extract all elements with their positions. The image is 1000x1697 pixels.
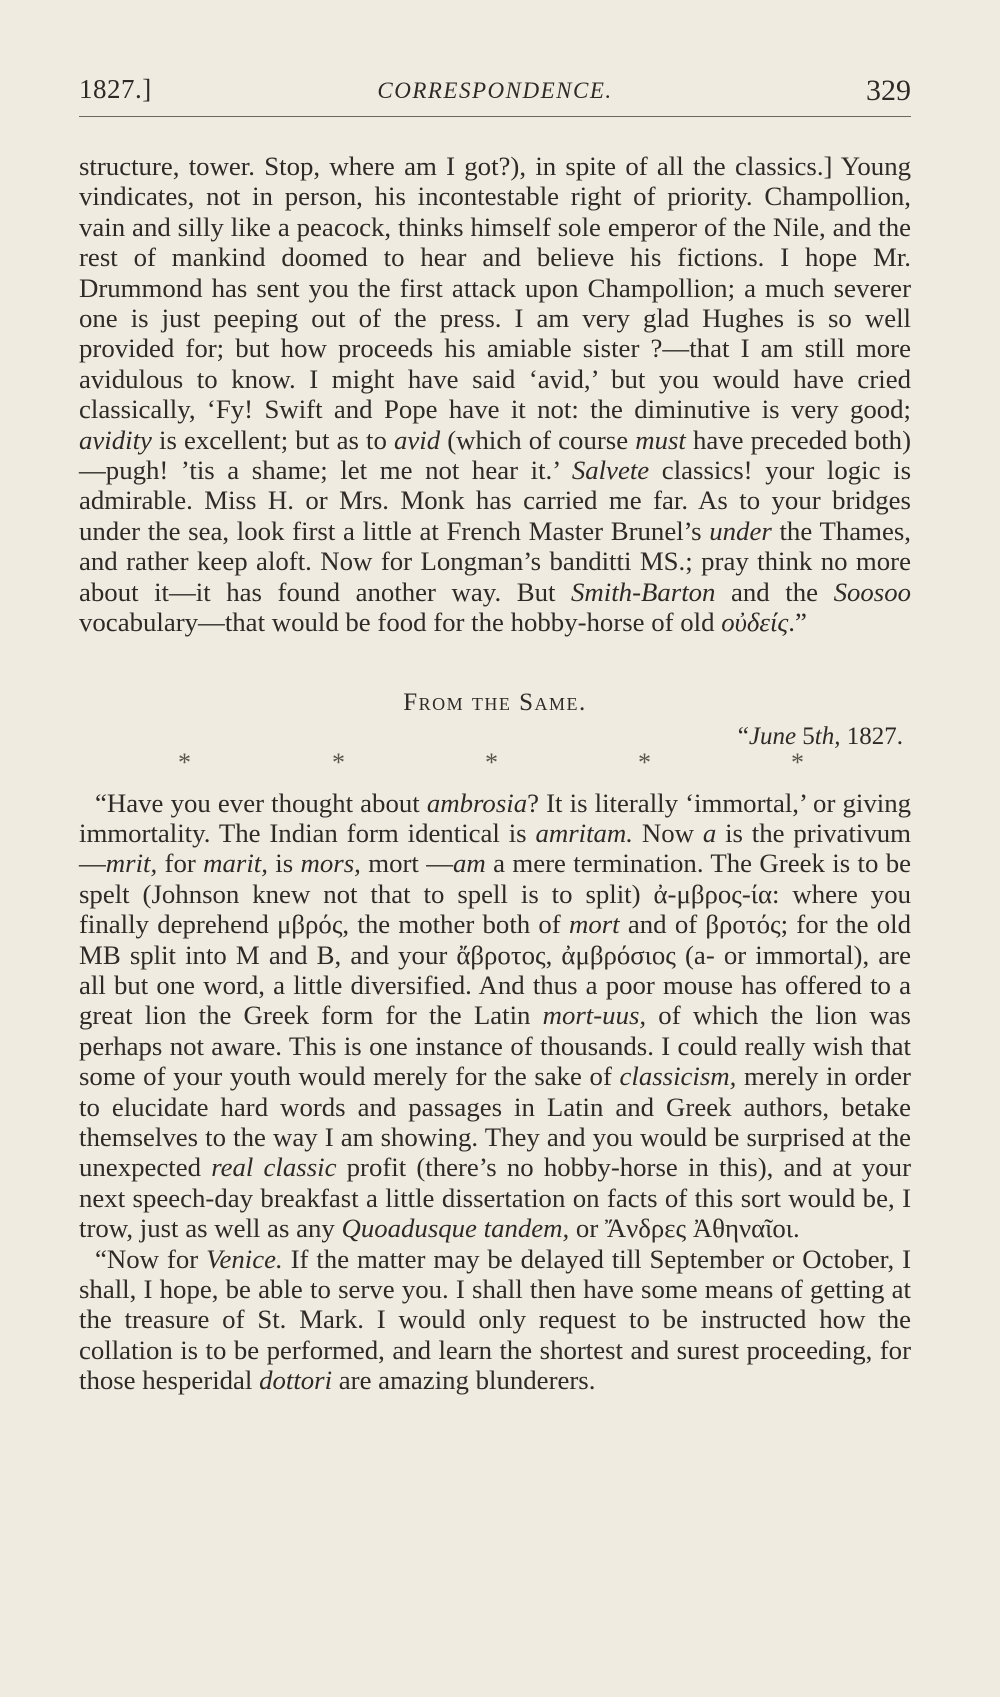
italic-term: Quoadusque tandem, — [341, 1213, 570, 1244]
text-run: “Now for — [95, 1243, 207, 1274]
text-run: the Thames, and rather keep aloft. Now for Longman’s banditti MS.; pray think no more about it—it has found another way. But — [79, 515, 911, 607]
italic-term: Smith-Barton — [571, 576, 716, 607]
text-run: classics! your logic is admirable. Miss H. or Mrs. Monk has carried me far. As to your bridges under the sea, look first a little at French Master Brunel’s — [79, 455, 912, 546]
italic-term: Salvete — [571, 455, 650, 486]
text-run: ? It is literally ‘immortal,’ or giving immortality. The Indian form identical is — [79, 787, 911, 848]
text-run: Now — [633, 817, 703, 848]
italic-term: under — [709, 515, 772, 546]
text-run: .” — [788, 607, 807, 638]
text-run: (which of course — [440, 424, 636, 455]
header-title: CORRESPONDENCE. — [377, 78, 613, 103]
italic-term: am — [453, 848, 486, 879]
italic-term: avid — [393, 424, 441, 455]
italic-term: marit, — [203, 848, 268, 879]
text-run: are amazing blunderers. — [332, 1365, 596, 1396]
italic-term: mrit, — [105, 848, 158, 879]
italic-term: a — [702, 817, 717, 848]
text-run: mort — — [360, 848, 453, 879]
asterism-divider — [79, 747, 911, 777]
text-run: profit (there’s no hobby-horse in this), and at your next speech-day breakfast a little dissertation on facts of this sort would be, I trow, just as well as any — [79, 1152, 911, 1244]
paragraph-ambrosia — [79, 788, 911, 1244]
text-run: is the privativum— — [79, 817, 911, 879]
italic-term: avidity — [79, 424, 152, 455]
section-heading: From the Same. — [403, 688, 587, 716]
running-head — [79, 62, 911, 117]
asterisk: * — [332, 747, 345, 777]
date-month: June — [748, 722, 797, 750]
italic-term: real classic — [211, 1152, 337, 1183]
asterisk: * — [485, 747, 498, 777]
text-run: of which the lion was perhaps not aware. This is one instance of thousands. I could really wish that some of your youth would merely for the sake of — [79, 1000, 911, 1092]
text-run: structure, tower. Stop, where am I got?), in spite of all the classics.] Young vindicates, not in person, his incontestable right of priority. Champollion, vain and silly like a peacock, thinks himself sole emperor of the Nile, and the rest of mankind doomed to hear and believe his fictions. I hope Mr. Drummond has sent you the first attack upon Champollion; a much severer one is just peeping out of the press. I am very glad Hughes is so well provided for; but how proceeds his amiable sister ?—that I am still more avidulous to know. I might have said ‘avid,’ but you would have cried classically, ‘Fy! Swift and Pope have it not: the diminutive is very good; — [79, 151, 911, 425]
text-run: “Have you ever thought about — [95, 787, 427, 818]
text-run: a mere termination. The Greek is to be spelt (Johnson knew not that to spell is to split) ἀ-μβρος-ία: where you finally deprehend μβρός, the mother both of — [79, 848, 911, 940]
text-run: and the — [715, 576, 834, 607]
text-run: and of βροτός; for the old MB split into M and B, and your ἄβροτος, ἀμβρόσιος (a- or immortal), are all but one word, a little diversified. And thus a poor mouse has offered to a great lion the Greek form for the Latin — [79, 909, 911, 1031]
italic-term: οὐδείς — [721, 607, 789, 638]
italic-term: mors, — [300, 848, 361, 879]
text-run: merely in order to elucidate hard words and passages in Latin and Greek authors, betake themselves to the way I am showing. They and you would be surprised at the unexpected — [79, 1061, 911, 1183]
text-run: If the matter may be delayed till September or October, I shall, I hope, be able to serve you. I shall then have some means of getting at the treasure of St. Mark. I would only request to be instructed how the collation is to be performed, and learn the shortest and surest proceeding, for those hesperidal — [79, 1243, 911, 1396]
italic-term: classicism, — [619, 1061, 737, 1092]
text-run: is — [267, 848, 301, 879]
italic-term: dottori — [259, 1365, 333, 1396]
book-page — [79, 62, 911, 1396]
italic-term: mort — [569, 909, 620, 940]
text-run: for — [157, 848, 204, 879]
paragraph-venice — [79, 1244, 911, 1396]
italic-term: Soosoo — [833, 576, 912, 607]
asterisk: * — [638, 747, 651, 777]
date-day: 5th, — [802, 722, 841, 750]
text-run: have preceded both)—pugh! ’tis a shame; let me not hear it.’ — [79, 424, 911, 486]
text-run: vocabulary—that would be food for the hobby-horse of old — [79, 607, 722, 638]
paragraph-continuation — [79, 151, 911, 638]
italic-term: Venice. — [206, 1243, 283, 1274]
date-year: 1827. — [840, 722, 903, 750]
date-quote: “ — [737, 722, 749, 750]
italic-term: must — [635, 424, 686, 455]
text-run: is excellent; but as to — [151, 424, 394, 455]
header-year: 1827.] — [79, 74, 152, 104]
italic-term: amritam. — [535, 817, 633, 848]
italic-term: mort-uus, — [542, 1000, 647, 1031]
italic-term: ambrosia — [426, 787, 528, 818]
asterisk: * — [178, 747, 191, 777]
page-number: 329 — [866, 74, 911, 107]
text-run: or Ἄνδρες Ἀθηναῖοι. — [569, 1213, 800, 1244]
asterisk: * — [791, 747, 804, 777]
